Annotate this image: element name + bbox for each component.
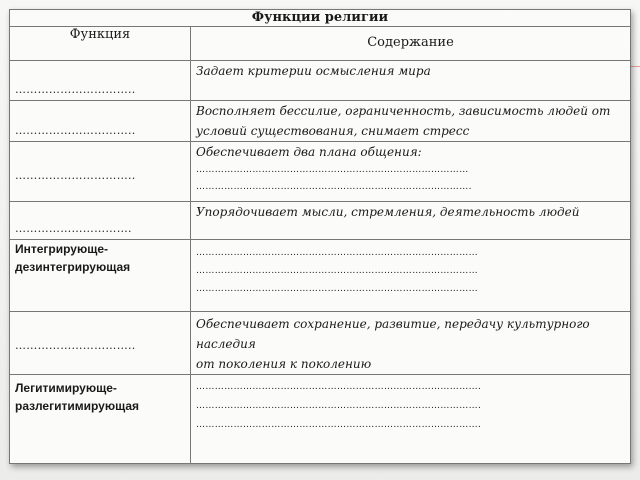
content-line: условий существования, снимает стресс [196,124,470,138]
content-line: Обеспечивает два плана общения: [196,145,422,159]
blank-line: ………………………………………………………………………………. [196,382,482,392]
function-blank: ………………………….. [15,169,136,182]
function-cell [10,101,191,142]
function-cell [10,61,191,101]
blank-line: ……………………………………………………………………………… [196,248,478,258]
function-name: Интегрирующе-дезинтегрирующая [10,240,191,312]
header-content: Содержание [191,27,631,61]
table-row [10,202,631,240]
function-blank: ………………………….. [15,83,136,96]
blank-line: …………………………………………………………………………… [196,165,469,175]
content-line: Восполняет бессилие, ограниченность, зависимость людей от [196,104,611,118]
table-row [10,61,631,101]
content-cell [191,202,631,240]
content-cell [191,142,631,202]
content-cell [191,312,631,375]
function-blank: …………………………. [15,222,132,235]
function-cell [10,312,191,375]
content-cell [191,61,631,101]
table-row [10,240,631,312]
content-line: Упорядочивает мысли, стремления, деятельность людей [196,205,580,219]
blank-line: ……………………………………………………………………………… [196,284,478,294]
blank-line: ……………………………………………………………………………. [196,182,472,192]
content-line: от поколения к поколению [196,357,372,371]
table-row [10,101,631,142]
religion-functions-table [9,9,631,464]
content-cell [191,101,631,142]
table-title: Функции религии [10,10,631,27]
function-blank: ………………………….. [15,124,136,137]
function-name: Легитимирующе-разлегитимирующая [10,375,191,464]
blank-line: ………………………………………………………………………………. [196,401,482,411]
function-cell [10,202,191,240]
function-cell [10,142,191,202]
content-line: Обеспечивает сохранение, развитие, передачу культурного наследия [196,317,590,351]
content-cell [191,375,631,464]
table-row [10,312,631,375]
function-blank: ………………………….. [15,339,136,352]
blank-line: ……………………………………………………………………………… [196,266,478,276]
table-row [10,142,631,202]
content-cell [191,240,631,312]
table-row [10,375,631,464]
content-line: Задает критерии осмысления мира [196,64,431,78]
blank-line: ………………………………………………………………………………. [196,420,482,430]
header-function: Функция [10,27,191,61]
